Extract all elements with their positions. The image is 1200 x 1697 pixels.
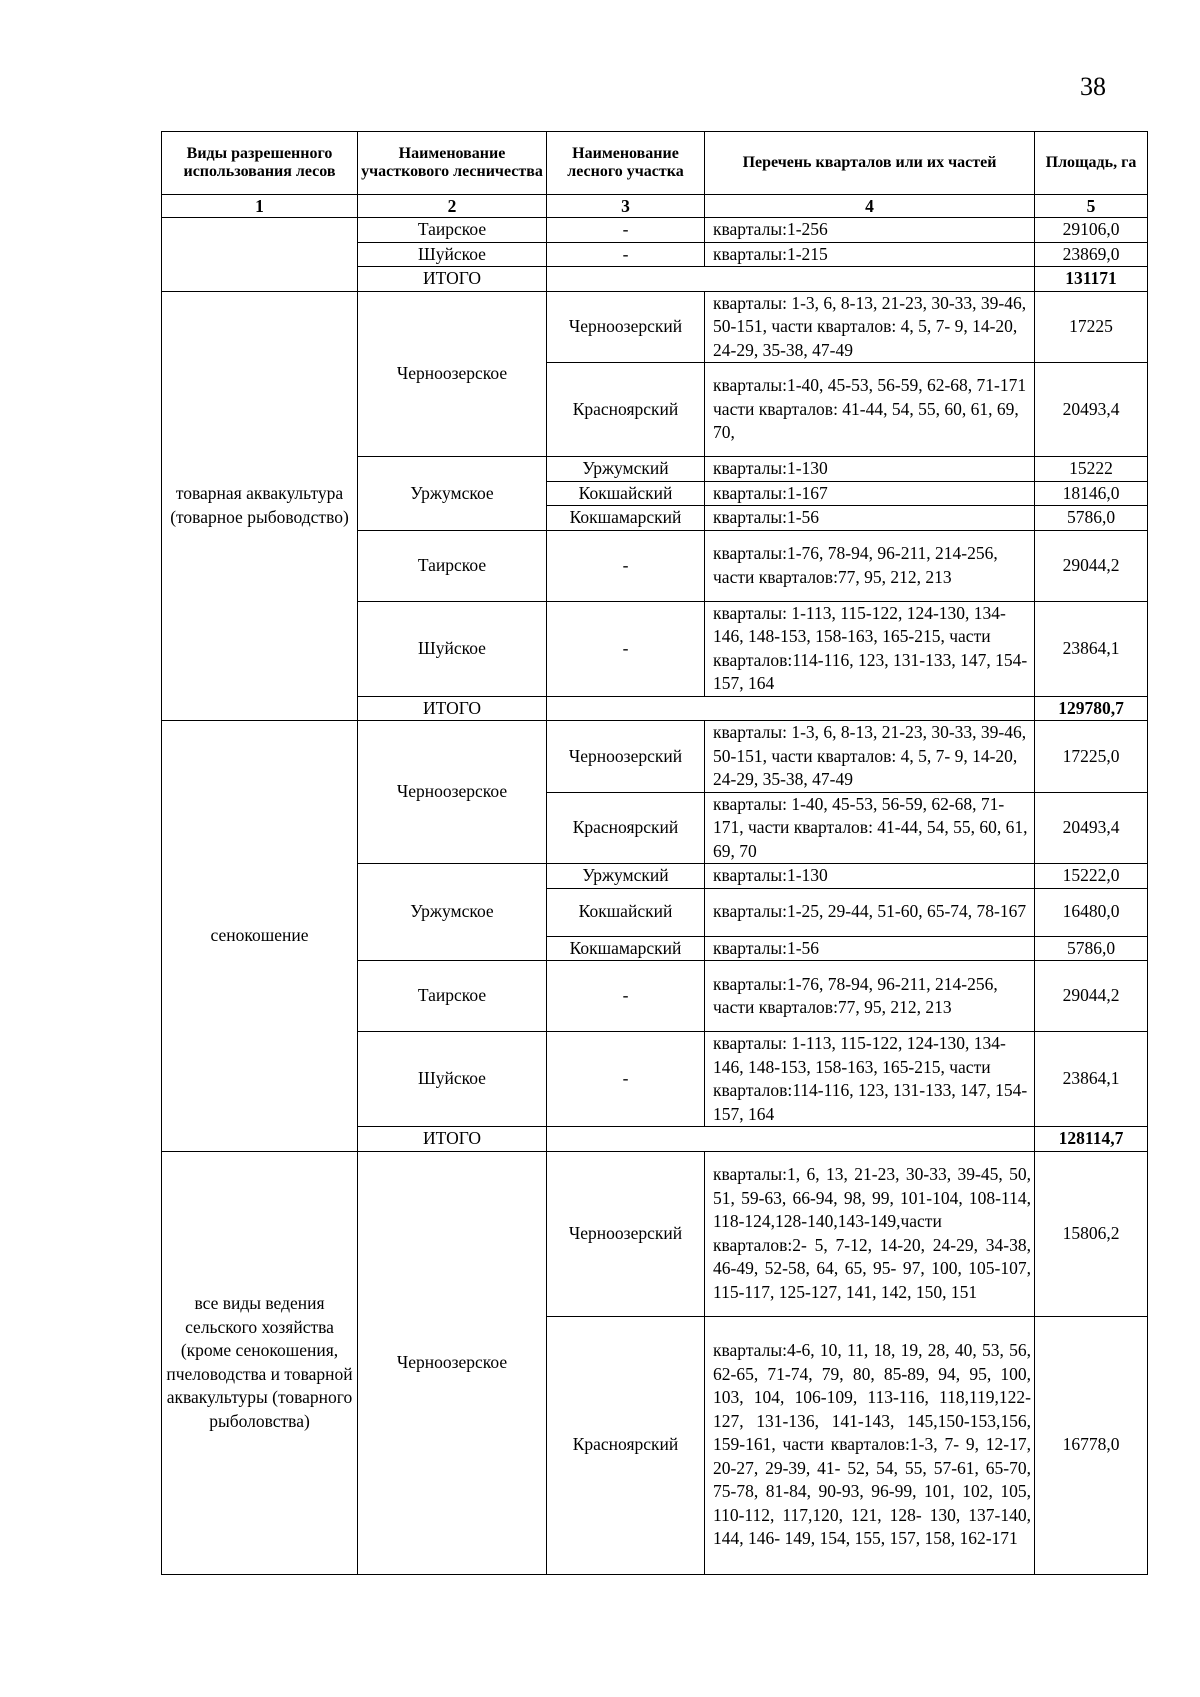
quarters-cell: кварталы:1-25, 29-44, 51-60, 65-74, 78-167 bbox=[705, 888, 1035, 936]
area-cell: 29044,2 bbox=[1035, 530, 1148, 601]
plot-cell: Красноярский bbox=[547, 792, 705, 864]
plot-cell: - bbox=[547, 601, 705, 696]
header-forestry: Наименование участкового лесничества bbox=[358, 132, 547, 195]
area-cell: 16778,0 bbox=[1035, 1316, 1148, 1574]
plot-cell: - bbox=[547, 530, 705, 601]
column-number: 4 bbox=[705, 195, 1035, 218]
column-number-row bbox=[162, 195, 1148, 218]
header-use-type: Виды разрешенного использования лесов bbox=[162, 132, 358, 195]
total-value: 131171 bbox=[1035, 267, 1148, 292]
quarters-cell: кварталы:1-76, 78-94, 96-211, 214-256, части кварталов:77, 95, 212, 213 bbox=[705, 530, 1035, 601]
plot-cell: - bbox=[547, 242, 705, 267]
plot-cell: Уржумский bbox=[547, 864, 705, 889]
area-cell: 15222,0 bbox=[1035, 864, 1148, 889]
table-row bbox=[162, 1151, 1148, 1316]
quarters-cell: кварталы: 1-40, 45-53, 56-59, 62-68, 71-171, части кварталов: 41-44, 54, 55, 60, 61, 69, 70 bbox=[705, 792, 1035, 864]
quarters-cell: кварталы:1-56 bbox=[705, 506, 1035, 531]
area-cell: 5786,0 bbox=[1035, 506, 1148, 531]
forestry-cell: Шуйское bbox=[358, 1032, 547, 1127]
quarters-cell: кварталы: 1-3, 6, 8-13, 21-23, 30-33, 39-46, 50-151, части кварталов: 4, 5, 7- 9, 14-20, 24-29, 35-38, 47-49 bbox=[705, 721, 1035, 793]
plot-cell: Черноозерский bbox=[547, 291, 705, 363]
column-number: 3 bbox=[547, 195, 705, 218]
quarters-cell: кварталы:1-215 bbox=[705, 242, 1035, 267]
plot-cell: Черноозерский bbox=[547, 721, 705, 793]
quarters-cell: кварталы:1-130 bbox=[705, 864, 1035, 889]
forestry-cell: Черноозерское bbox=[358, 721, 547, 864]
quarters-cell: кварталы:1-76, 78-94, 96-211, 214-256, части кварталов:77, 95, 212, 213 bbox=[705, 961, 1035, 1032]
area-cell: 15806,2 bbox=[1035, 1151, 1148, 1316]
plot-cell: Кокшамарский bbox=[547, 936, 705, 961]
table-row bbox=[162, 218, 1148, 243]
area-cell: 16480,0 bbox=[1035, 888, 1148, 936]
area-cell: 15222 bbox=[1035, 457, 1148, 482]
total-label: ИТОГО bbox=[358, 696, 547, 721]
area-cell: 5786,0 bbox=[1035, 936, 1148, 961]
area-cell: 29106,0 bbox=[1035, 218, 1148, 243]
forest-use-table bbox=[161, 131, 1148, 1575]
total-blank bbox=[547, 1127, 1035, 1152]
area-cell: 20493,4 bbox=[1035, 363, 1148, 457]
table-row bbox=[162, 721, 1148, 793]
area-cell: 29044,2 bbox=[1035, 961, 1148, 1032]
area-cell: 17225 bbox=[1035, 291, 1148, 363]
page-number: 38 bbox=[1080, 72, 1106, 101]
plot-cell: Кокшайский bbox=[547, 888, 705, 936]
header-plot: Наименование лесного участка bbox=[547, 132, 705, 195]
plot-cell: - bbox=[547, 1032, 705, 1127]
quarters-cell: кварталы: 1-113, 115-122, 124-130, 134-146, 148-153, 158-163, 165-215, части кварталов:114-116, 123, 131-133, 147, 154-157, 164 bbox=[705, 601, 1035, 696]
quarters-cell: кварталы:4-6, 10, 11, 18, 19, 28, 40, 53, 56, 62-65, 71-74, 79, 80, 85-89, 94, 95, 100, 103, 104, 106-109, 113-116, 118,119,122-127, 131-136, 141-143, 145,150-153,156, 159-161, части кварталов:1-3, 7- 9, 12-17, 20-27, 29-39, 41- 52, 54, 55, 57-61, 65-70, 75-78, 81-84, 90-93, 96-99, 101, 102, 105, 110-112, 117,120, 121, 128- 130, 137-140, 144, 146- 149, 154, 155, 157, 158, 162-171 bbox=[705, 1316, 1035, 1574]
use-type-cell: товарная аквакультура (товарное рыбоводство) bbox=[162, 291, 358, 721]
total-value: 129780,7 bbox=[1035, 696, 1148, 721]
quarters-cell: кварталы: 1-113, 115-122, 124-130, 134-146, 148-153, 158-163, 165-215, части кварталов:114-116, 123, 131-133, 147, 154-157, 164 bbox=[705, 1032, 1035, 1127]
use-type-cell bbox=[162, 218, 358, 292]
quarters-cell: кварталы:1-40, 45-53, 56-59, 62-68, 71-171 части кварталов: 41-44, 54, 55, 60, 61, 69, 70, bbox=[705, 363, 1035, 457]
use-type-cell: сенокошение bbox=[162, 721, 358, 1152]
plot-cell: Красноярский bbox=[547, 1316, 705, 1574]
quarters-cell: кварталы: 1-3, 6, 8-13, 21-23, 30-33, 39-46, 50-151, части кварталов: 4, 5, 7- 9, 14-20, 24-29, 35-38, 47-49 bbox=[705, 291, 1035, 363]
column-number: 1 bbox=[162, 195, 358, 218]
forestry-cell: Таирское bbox=[358, 961, 547, 1032]
forestry-cell: Уржумское bbox=[358, 864, 547, 961]
use-type-cell: все виды ведения сельского хозяйства (кроме сенокошения, пчеловодства и товарной аквакультуры (товарного рыболовства) bbox=[162, 1151, 358, 1574]
total-blank bbox=[547, 696, 1035, 721]
plot-cell: Красноярский bbox=[547, 363, 705, 457]
forestry-cell: Таирское bbox=[358, 218, 547, 243]
area-cell: 17225,0 bbox=[1035, 721, 1148, 793]
plot-cell: - bbox=[547, 961, 705, 1032]
area-cell: 23864,1 bbox=[1035, 1032, 1148, 1127]
area-cell: 23869,0 bbox=[1035, 242, 1148, 267]
plot-cell: Уржумский bbox=[547, 457, 705, 482]
column-number: 2 bbox=[358, 195, 547, 218]
table-row bbox=[162, 291, 1148, 363]
quarters-cell: кварталы:1-130 bbox=[705, 457, 1035, 482]
total-value: 128114,7 bbox=[1035, 1127, 1148, 1152]
plot-cell: Черноозерский bbox=[547, 1151, 705, 1316]
forestry-cell: Таирское bbox=[358, 530, 547, 601]
quarters-cell: кварталы:1-167 bbox=[705, 481, 1035, 506]
total-blank bbox=[547, 267, 1035, 292]
plot-cell: Кокшамарский bbox=[547, 506, 705, 531]
plot-cell: - bbox=[547, 218, 705, 243]
forestry-cell: Шуйское bbox=[358, 242, 547, 267]
plot-cell: Кокшайский bbox=[547, 481, 705, 506]
quarters-cell: кварталы:1, 6, 13, 21-23, 30-33, 39-45, 50, 51, 59-63, 66-94, 98, 99, 101-104, 108-114, 118-124,128-140,143-149,части кварталов:2- 5, 7-12, 14-20, 24-29, 34-38, 46-49, 52-58, 64, 65, 95- 97, 100, 105-107, 115-117, 125-127, 141, 142, 150, 151 bbox=[705, 1151, 1035, 1316]
forestry-cell: Уржумское bbox=[358, 457, 547, 531]
total-label: ИТОГО bbox=[358, 1127, 547, 1152]
area-cell: 18146,0 bbox=[1035, 481, 1148, 506]
quarters-cell: кварталы:1-56 bbox=[705, 936, 1035, 961]
area-cell: 23864,1 bbox=[1035, 601, 1148, 696]
header-area: Площадь, га bbox=[1035, 132, 1148, 195]
total-label: ИТОГО bbox=[358, 267, 547, 292]
area-cell: 20493,4 bbox=[1035, 792, 1148, 864]
forestry-cell: Черноозерское bbox=[358, 1151, 547, 1574]
forestry-cell: Шуйское bbox=[358, 601, 547, 696]
table-header-row bbox=[162, 132, 1148, 195]
quarters-cell: кварталы:1-256 bbox=[705, 218, 1035, 243]
column-number: 5 bbox=[1035, 195, 1148, 218]
forestry-cell: Черноозерское bbox=[358, 291, 547, 457]
header-quarters: Перечень кварталов или их частей bbox=[705, 132, 1035, 195]
